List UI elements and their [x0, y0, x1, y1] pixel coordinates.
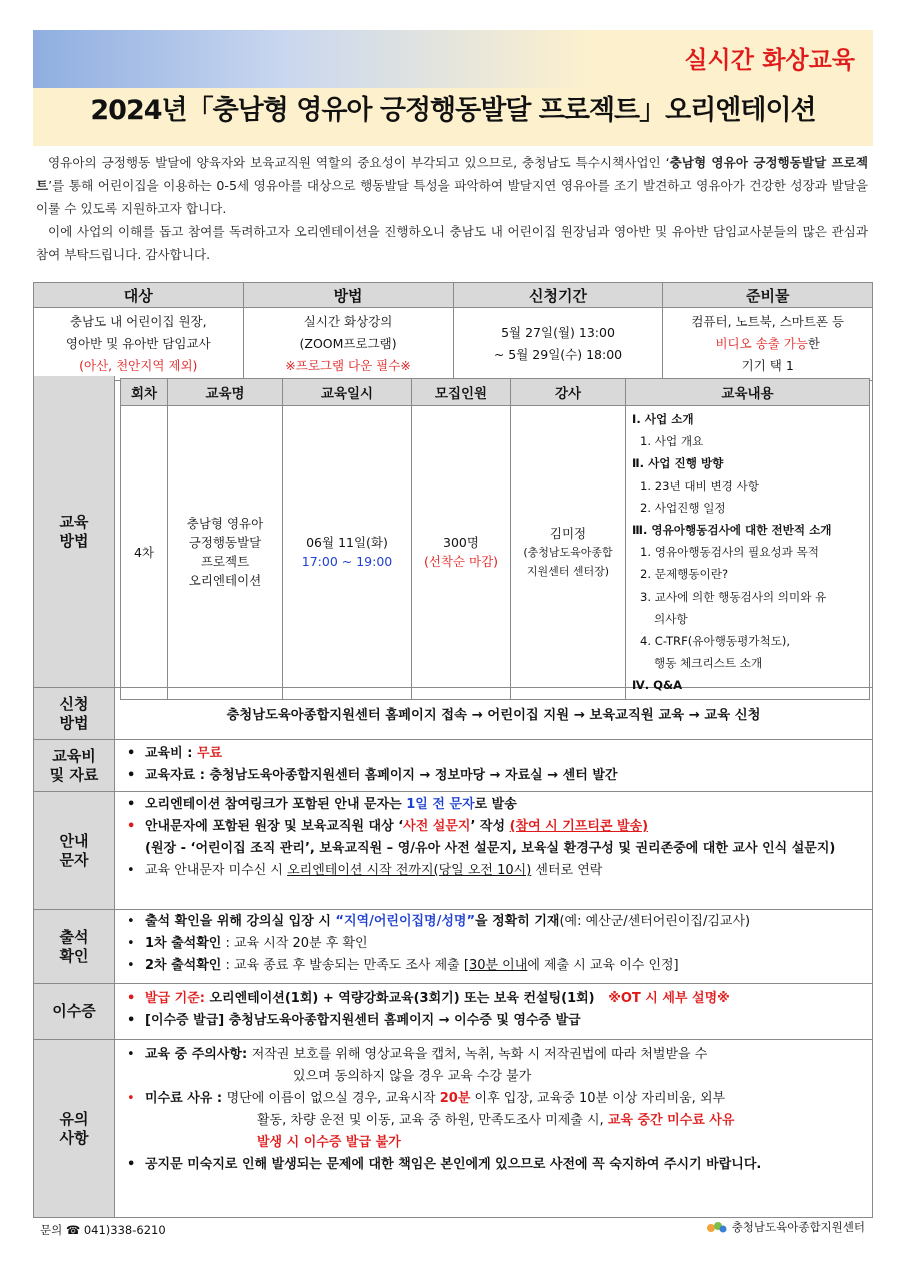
notice-label: 안내 문자 [34, 792, 115, 909]
caution-item-3: • 공지문 미숙지로 인해 발생되는 문제에 대한 책임은 본인에게 있으므로 사전에 꼭 숙지하여 주시기 바랍니다. [115, 1154, 866, 1176]
caution-item-2 [115, 1088, 866, 1110]
edu-round: 4차 [121, 406, 168, 700]
caution-key: 미수료 사유 : [145, 1091, 227, 1106]
contact-info: 문의 ☎ 041)338-6210 [40, 1223, 166, 1237]
attendance-content [115, 910, 872, 983]
edu-capacity-note: (선착순 마감) [423, 554, 499, 570]
edu-content-item: 1. 사업 개요 [640, 434, 704, 449]
fee-content [115, 740, 872, 791]
edu-content-item: 1. 영유아행동검사의 필요성과 목적 [640, 545, 819, 560]
attendance-key: 2차 출석확인 [145, 958, 222, 973]
summary-supplies [663, 308, 873, 381]
org-name: 충청남도육아종합지원센터 [731, 1220, 865, 1234]
attendance-item-3 [115, 955, 872, 977]
attendance-highlight: “지역/어린이집명/성명” [335, 914, 476, 929]
target-line: 충남도 내 어린이집 원장, [69, 314, 207, 329]
intro-p1-bold: 충남형 영유아 긍정행동발달 프로젝트 [36, 155, 868, 193]
notice-text: 로 발송 [474, 797, 517, 812]
notice-text: 안내문자에 포함된 원장 및 보육교직원 대상 ‘ [145, 819, 404, 834]
notice-highlight: 사전 설문지 [403, 819, 471, 834]
attendance-deadline: 30분 이내 [468, 958, 528, 973]
attendance-text: : 교육 시작 20분 후 확인 [221, 936, 368, 951]
edu-content-item: 의사항 [654, 611, 688, 626]
certificate-item-2: • [이수증 발급] 충청남도육아종합지원센터 홈페이지 → 이수증 및 영수증 발급 [115, 1010, 872, 1032]
notice-row [33, 792, 873, 910]
edu-content-item: Ⅰ. 사업 소개 [632, 412, 694, 426]
summary-table [33, 282, 873, 381]
edu-header-instructor: 강사 [511, 379, 626, 406]
target-exclusion: (아산, 천안지역 제외) [79, 358, 198, 373]
edu-content-item: 1. 23년 대비 변경 사항 [640, 478, 759, 493]
certificate-label: 이수증 [34, 984, 115, 1039]
certificate-content [115, 984, 872, 1039]
period-start: 5월 27일(월) 13:00 [501, 325, 615, 340]
summary-header-method: 방법 [243, 283, 453, 308]
instructor-name: 김미정 [549, 525, 587, 541]
edu-header-content: 교육내용 [626, 379, 870, 406]
instructor-org: 지원센터 센터장) [526, 564, 610, 578]
apply-label: 신청 방법 [34, 688, 115, 739]
edu-header-capacity: 모집인원 [412, 379, 511, 406]
edu-content-item: 2. 문제행동이란? [640, 567, 729, 582]
summary-period [453, 308, 663, 381]
summary-header-period: 신청기간 [453, 283, 663, 308]
material-item [115, 765, 872, 787]
notice-text: ’ 작성 [470, 819, 510, 834]
edu-contents [626, 406, 870, 700]
intro-p1-a: 영유아의 긍정행동 발달에 양육자와 보육교직원 역할의 중요성이 부각되고 있으므로, 충청남도 특수시책사업인 ‘ [48, 155, 670, 170]
notice-content [115, 792, 872, 909]
instructor-org: (충청남도육아종합 [523, 545, 613, 559]
attendance-row [33, 910, 873, 984]
supplies-line: 기기 택 1 [741, 358, 794, 373]
certificate-row [33, 984, 873, 1040]
certificate-key: 발급 기준: [145, 991, 210, 1006]
edu-name-line: 긍정행동발달 [188, 535, 262, 551]
caution-item-2-cont [115, 1110, 866, 1132]
edu-instructor [511, 406, 626, 700]
header-banner [33, 30, 873, 146]
supplies-video: 비디오 송출 가능 [715, 336, 808, 351]
edu-datetime [283, 406, 412, 700]
summary-method [243, 308, 453, 381]
edu-time: 17:00 ~ 19:00 [301, 554, 393, 570]
caution-text: 이후 입장, 교육중 10분 이상 자리비움, 외부 [470, 1091, 726, 1106]
method-note: ※프로그램 다운 필수※ [285, 358, 411, 373]
material-value: 충청남도육아종합지원센터 홈페이지 → 정보마당 → 자료실 → 센터 발간 [209, 768, 618, 783]
intro-p1-b: ’를 통해 어린이집을 이용하는 0-5세 영유아를 대상으로 행동발달 특성을 파악하여 발달지연 영유아를 조기 발견하고 영유아가 건강한 성장과 발달을 이룰 수 있도록 지원하고자 합니다. [36, 178, 868, 216]
education-table [120, 378, 870, 700]
attendance-text: 출석 확인을 위해 강의실 입장 시 [145, 914, 336, 929]
notice-item-2 [115, 816, 864, 838]
caution-item-2-cont2 [115, 1132, 866, 1154]
notice-highlight: 1일 전 문자 [406, 797, 475, 812]
edu-name-line: 충남형 영유아 [186, 516, 264, 532]
period-end: ~ 5월 29일(수) 18:00 [493, 347, 623, 362]
supplies-line [664, 333, 871, 355]
caution-item-1 [115, 1044, 866, 1066]
certificate-item-1 [115, 988, 872, 1010]
center-logo-icon [706, 1220, 728, 1234]
edu-capacity-value: 300명 [443, 535, 479, 551]
caution-content [115, 1040, 872, 1217]
supplies-suffix: 한 [807, 336, 820, 351]
notice-item-2-detail: (원장 - ‘어린이집 조직 관리’, 보육교직원 – 영/유아 사전 설문지, 보육실 환경구성 및 권리존중에 대한 교사 인식 설문지) [145, 841, 836, 856]
attendance-text: 에 제출 시 교육 이수 인정] [527, 958, 679, 973]
education-label: 교육 방법 [34, 376, 115, 687]
fee-key: 교육비 : [145, 746, 197, 761]
caution-row [33, 1040, 873, 1218]
education-row [33, 376, 873, 693]
footer-org [706, 1219, 865, 1235]
target-line: 영아반 및 유아반 담임교사 [65, 336, 211, 351]
page-title: 2024년「충남형 영유아 긍정행동발달 프로젝트」오리엔테이션 [90, 95, 816, 126]
fee-item [115, 743, 872, 765]
fee-label: 교육비 및 자료 [34, 740, 115, 791]
caution-highlight: 발생 시 이수증 발급 불가 [257, 1135, 401, 1150]
edu-name-line: 프로젝트 [200, 554, 250, 570]
attendance-item-1 [115, 911, 872, 933]
edu-name-line: 오리엔테이션 [188, 573, 262, 589]
method-line: (ZOOM프로그램) [299, 336, 397, 351]
attendance-label: 출석 확인 [34, 910, 115, 983]
fee-value: 무료 [196, 746, 223, 761]
edu-content-item: 3. 교사에 의한 행동검사의 의미와 유 [640, 589, 827, 604]
caution-text: 저작권 보호를 위해 영상교육을 캡처, 녹취, 녹화 시 저작권법에 따라 처벌받을 수 [251, 1047, 708, 1062]
notice-text: 오리엔테이션 참여링크가 포함된 안내 문자는 [145, 797, 407, 812]
certificate-note: ※OT 시 세부 설명※ [608, 991, 730, 1006]
header-subtitle: 실시간 화상교육 [684, 46, 855, 74]
intro-paragraph-2: 이에 사업의 이해를 돕고 참여를 독려하고자 오리엔테이션을 진행하오니 충남도 내 어린이집 원장님과 영아반 및 유아반 담임교사분들의 많은 관심과 참여 부탁드립니다. 감사합니다. [36, 224, 868, 262]
notice-gift: (참여 시 기프티콘 발송) [509, 819, 649, 834]
edu-content-item: Ⅳ. Q&A [632, 678, 683, 693]
apply-row [33, 688, 873, 740]
caution-highlight: 20분 [439, 1091, 471, 1106]
notice-item-3 [115, 860, 864, 882]
attendance-text: 을 정확히 기재 [475, 914, 560, 929]
edu-content-item: Ⅱ. 사업 진행 방향 [632, 456, 724, 471]
caution-text: 활동, 차량 운전 및 이동, 교육 중 하원, 만족도조사 미제출 시, [257, 1113, 608, 1128]
material-key: 교육자료 : [145, 768, 210, 783]
certificate-text: 오리엔테이션(1회) + 역량강화교육(3회기) 또는 보육 컨설팅(1회) [209, 991, 595, 1006]
caution-highlight: 교육 중간 미수료 사유 [607, 1113, 735, 1128]
edu-header-date: 교육일시 [283, 379, 412, 406]
edu-name [168, 406, 283, 700]
edu-date: 06월 11일(화) [306, 535, 388, 551]
edu-content-item: 4. C-TRF(유아행동평가척도), [640, 634, 791, 649]
fee-row [33, 740, 873, 792]
notice-text: 센터로 연락 [531, 863, 603, 878]
edu-header-name: 교육명 [168, 379, 283, 406]
notice-text: 교육 안내문자 미수신 시 [145, 863, 288, 878]
edu-content-item: 행동 체크리스트 소개 [654, 656, 763, 671]
intro-paragraph-1 [36, 151, 868, 220]
attendance-key: 1차 출석확인 [145, 936, 222, 951]
attendance-text: : 교육 종료 후 발송되는 만족도 조사 제출 [ [221, 958, 469, 973]
caution-label: 유의 사항 [34, 1040, 115, 1217]
caution-key: 교육 중 주의사항: [145, 1047, 252, 1062]
apply-text: 충청남도육아종합지원센터 홈페이지 접속 → 어린이집 지원 → 보육교직원 교육 → 교육 신청 [226, 708, 761, 723]
edu-header-round: 회차 [121, 379, 168, 406]
supplies-line: 컴퓨터, 노트북, 스마트폰 등 [691, 314, 845, 329]
edu-content-item: Ⅲ. 영유아행동검사에 대한 전반적 소개 [632, 523, 832, 538]
caution-item-1-cont: 있으며 동의하지 않을 경우 교육 수강 불가 [293, 1069, 532, 1084]
summary-header-supplies: 준비물 [663, 283, 873, 308]
intro-text [36, 151, 868, 266]
summary-header-target: 대상 [34, 283, 244, 308]
attendance-item-2 [115, 933, 872, 955]
method-line: 실시간 화상강의 [303, 314, 393, 329]
notice-deadline: 오리엔테이션 시작 전까지(당일 오전 10시) [287, 863, 532, 878]
edu-capacity [412, 406, 511, 700]
attendance-example: (예: 예산군/센터어린이집/김교사) [559, 914, 751, 929]
notice-item-1 [115, 794, 864, 816]
summary-target [34, 308, 244, 381]
edu-content-item: 2. 사업진행 일정 [640, 500, 726, 515]
caution-text: 명단에 이름이 없으실 경우, 교육시작 [226, 1091, 440, 1106]
